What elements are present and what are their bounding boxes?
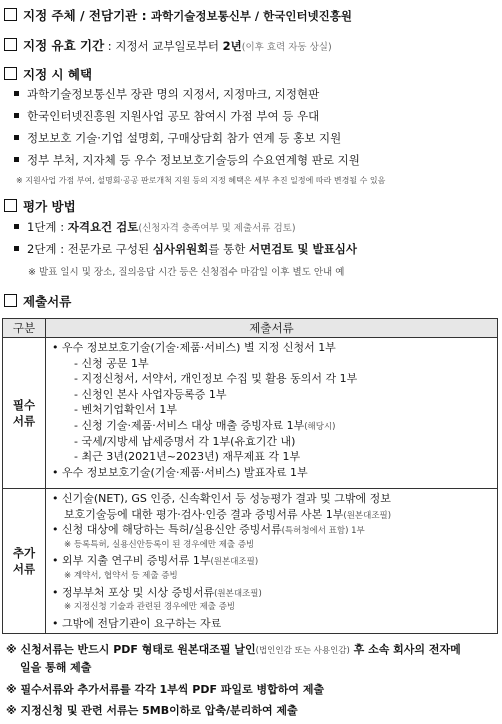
- evaluation-heading: [4, 197, 76, 215]
- benefits-heading: [4, 65, 92, 83]
- documents-heading: [4, 292, 71, 310]
- footer-note-1-cont: 일을 통해 제출: [20, 661, 92, 674]
- list-item: - 지정신청서, 서약서, 개인정보 수집 및 활용 동의서 각 1부: [74, 372, 358, 386]
- benefit-item: [14, 86, 319, 102]
- table-header-row: [3, 319, 498, 338]
- step2-prefix: 2단계 : 전문가로 구성된: [27, 242, 153, 256]
- bullet-icon: [14, 91, 19, 96]
- documents-title: 제출서류: [23, 294, 72, 309]
- required-docs-cell: [46, 338, 498, 489]
- list-item: - 신청 공문 1부: [74, 356, 149, 370]
- list-item: • 그밖에 전담기관이 요구하는 자료: [52, 616, 222, 630]
- footer-note-1-suffix: 후 소속 회사의 전자메: [349, 643, 461, 656]
- list-item-note: ※ 지정신청 기술과 관련된 경우에만 제출 증빙: [64, 602, 236, 613]
- evaluation-step-2: [14, 241, 357, 257]
- list-item-text: - 신청 기술·제품·서비스 대상 매출 증빙자료 1부: [74, 418, 305, 432]
- agency-row: 지정 주체 / 전담기관 : 과학기술정보통신부 / 한국인터넷진흥원: [4, 6, 352, 24]
- validity-label: 지정 유효 기간: [23, 38, 105, 53]
- benefit-text: 정부 부처, 지자체 등 우수 정보보호기술등의 수요연계형 판로 지원: [27, 153, 360, 167]
- agency-value: 과학기술정보통신부 / 한국인터넷진흥원: [150, 9, 352, 23]
- list-item: [52, 507, 497, 523]
- list-item-note: (해당시): [304, 421, 336, 432]
- additional-docs-cell: [46, 489, 498, 634]
- checkbox-icon: [4, 67, 17, 80]
- bullet-icon: [14, 246, 19, 251]
- benefit-text: 정보보호 기술·기업 설명회, 구매상담회 참가 연계 등 홍보 지원: [27, 131, 342, 145]
- list-item: • 우수 정보보호기술(기술·제품·서비스) 별 지정 신청서 1부: [52, 341, 336, 354]
- evaluation-title: 평가 방법: [23, 199, 76, 214]
- evaluation-step-1: [14, 219, 296, 235]
- step2-bold1: 심사위원회: [152, 242, 209, 256]
- bullet-icon: [14, 157, 19, 162]
- benefit-item: [14, 108, 319, 124]
- checkbox-icon: [4, 38, 17, 51]
- validity-years: 2년: [222, 39, 242, 53]
- benefits-title: 지정 시 혜택: [23, 67, 93, 82]
- additional-label-text: 추가 서류: [12, 546, 36, 577]
- additional-label: [3, 489, 46, 634]
- additional-row: [3, 489, 498, 634]
- list-item: [52, 418, 497, 434]
- step1-prefix: 1단계 :: [27, 220, 68, 234]
- step2-bold2: 서면검토 및 발표심사: [248, 242, 357, 256]
- list-item: - 벤처기업확인서 1부: [74, 403, 177, 417]
- bullet-icon: [14, 135, 19, 140]
- required-label-text: 필수 서류: [12, 398, 36, 428]
- evaluation-note: ※ 발표 일시 및 장소, 질의응답 시간 등은 신청접수 마감일 이후 별도 안내 예: [28, 267, 345, 278]
- list-item: [52, 585, 497, 601]
- footer-note-3: ※ 지정신청 및 관련 서류는 5MB이하로 압축/분리하여 제출: [6, 704, 298, 717]
- bullet-icon: [14, 113, 19, 118]
- list-item-note: ※ 계약서, 협약서 등 제출 증빙: [64, 570, 178, 581]
- required-label: [3, 338, 46, 489]
- validity-row: 지정 유효 기간 : 지정서 교부일로부터 2년(이후 효력 자동 상실): [4, 36, 332, 54]
- list-item-text: • 정부부처 포상 및 시상 증빙서류: [52, 585, 215, 599]
- list-item: • 신기술(NET), GS 인증, 신속확인서 등 성능평가 결과 및 그밖에 정보: [52, 492, 391, 505]
- list-item-note: (원본대조필): [214, 588, 262, 599]
- footer-note-1: [6, 641, 461, 657]
- benefit-text: 과학기술정보통신부 장관 명의 지정서, 지정마크, 지정현판: [27, 87, 320, 101]
- agency-label: 지정 주체 / 전담기관: [23, 8, 138, 23]
- list-item: - 최근 3년(2021년~2023년) 재무제표 각 1부: [74, 450, 301, 464]
- checkbox-icon: [4, 8, 17, 21]
- benefits-note: ※ 지원사업 가점 부여, 설명회·공공 판로개척 지원 등의 지정 혜택은 세부 추진 일정에 따라 변경될 수 있음: [16, 176, 386, 185]
- benefit-item: [14, 130, 341, 146]
- checkbox-icon: [4, 294, 17, 307]
- list-item: [52, 553, 497, 569]
- required-row: [3, 338, 498, 489]
- checkbox-icon: [4, 199, 17, 212]
- bullet-icon: [14, 224, 19, 229]
- list-item-note: (특허청에서 표함) 1부: [281, 526, 365, 537]
- benefit-item: [14, 152, 360, 168]
- step1-note: (신청자격 충족여부 및 제출서류 검토): [138, 223, 296, 234]
- list-item-note: (원본대조필): [343, 510, 392, 521]
- validity-note: (이후 효력 자동 상실): [241, 42, 332, 53]
- list-item: - 국세/지방세 납세증명서 각 1부(유효기간 내): [74, 434, 296, 448]
- list-item: [52, 522, 497, 538]
- step2-mid: 를 통한: [208, 242, 249, 256]
- step1-bold: 자격요건 검토: [67, 220, 139, 234]
- list-item: • 우수 정보보호기술(기술·제품·서비스) 발표자료 1부: [52, 465, 308, 479]
- documents-table: [2, 318, 498, 634]
- col-docs-header: 제출서류: [46, 319, 498, 338]
- list-item-note: ※ 등록특허, 실용신안등록이 된 경우에만 제출 증빙: [64, 539, 255, 550]
- list-item-text: • 신청 대상에 해당하는 특허/실용신안 증빙서류: [52, 523, 282, 537]
- list-item: - 신청인 본사 사업자등록증 1부: [74, 387, 227, 401]
- col-category-header: 구분: [3, 319, 46, 338]
- validity-value: 지정서 교부일로부터: [115, 39, 219, 53]
- benefit-text: 한국인터넷진흥원 지원사업 공모 참여시 가점 부여 등 우대: [27, 109, 320, 123]
- list-item-text: • 외부 지출 연구비 증빙서류 1부: [52, 554, 211, 568]
- list-item-note: (원본대조필): [210, 557, 259, 568]
- footer-note-2: ※ 필수서류와 추가서류를 각각 1부씩 PDF 파일로 병합하여 제출: [6, 683, 325, 696]
- list-item-text: 보호기술등에 대한 평가·검사·인증 결과 증빙서류 사본 1부: [64, 507, 344, 521]
- footer-note-1-text: ※ 신청서류는 반드시 PDF 형태로 원본대조필 날인: [6, 643, 256, 656]
- footer-note-1-small: (법인인감 또는 사용인감): [255, 646, 350, 656]
